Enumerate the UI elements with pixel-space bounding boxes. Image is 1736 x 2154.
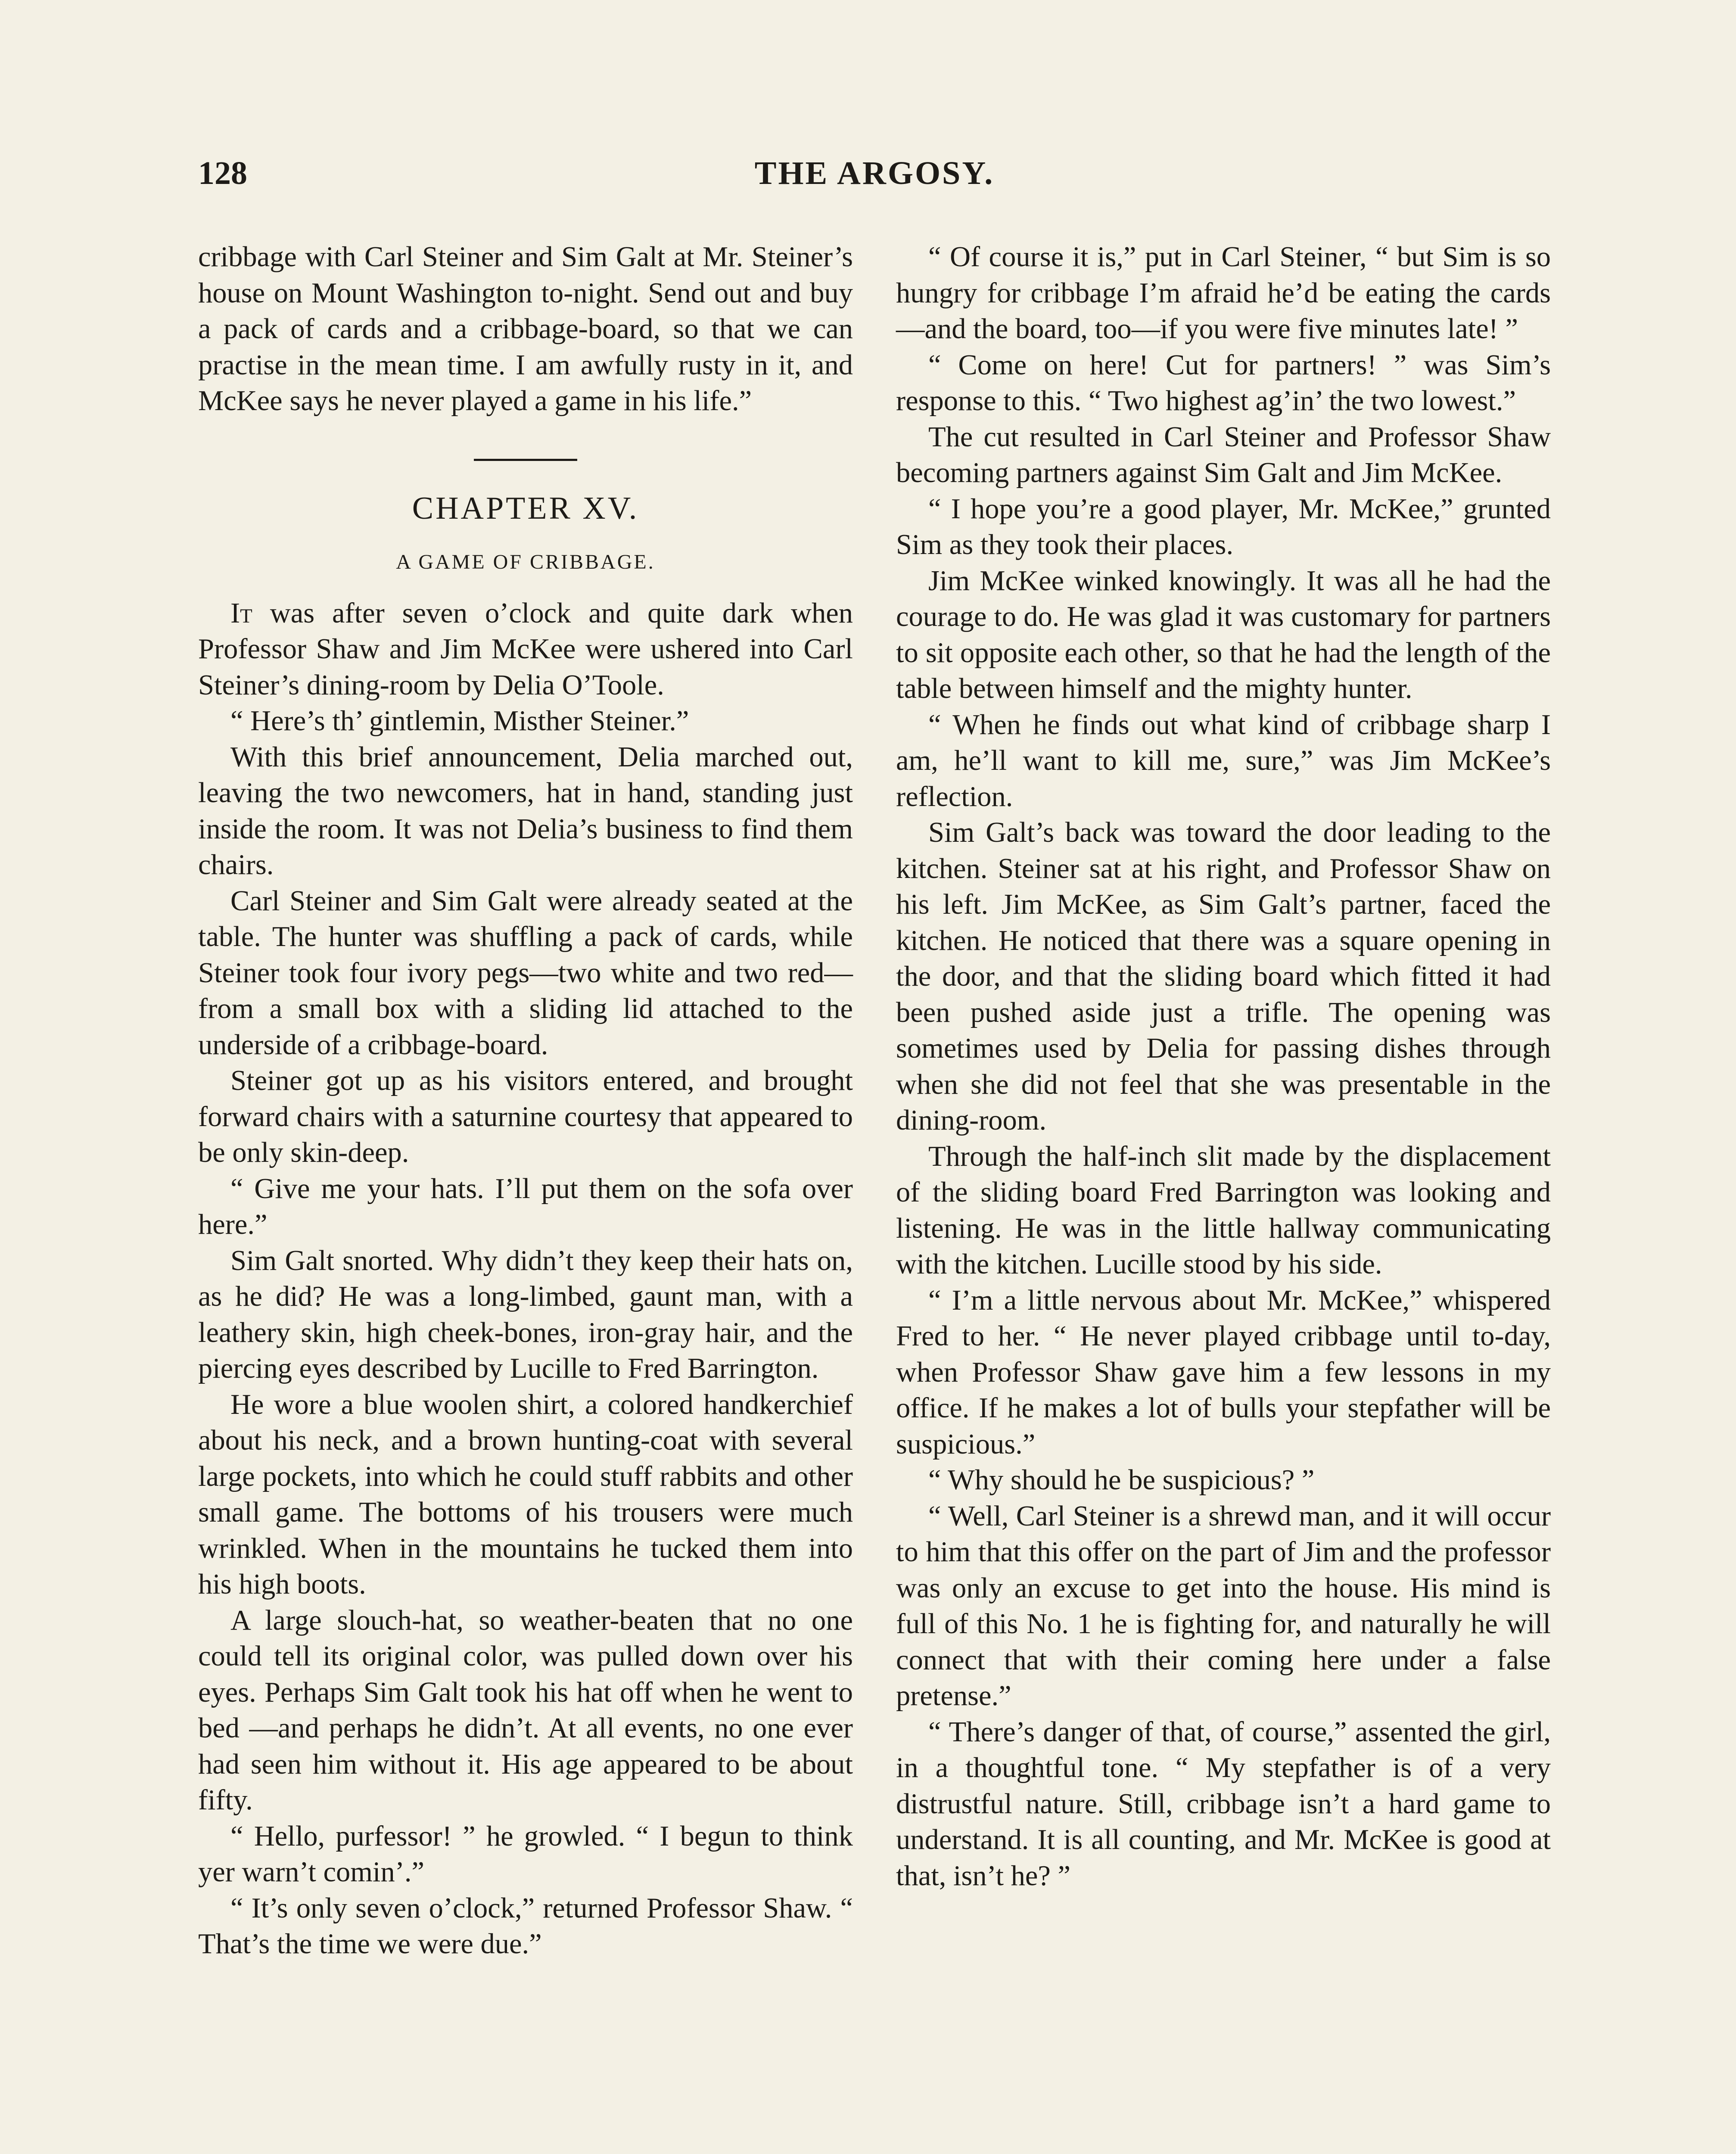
page-header: [198, 152, 1551, 199]
paragraph: “ Here’s th’ gintlemin, Misther Steiner.”: [230, 705, 689, 737]
paragraph: Carl Steiner and Sim Galt were already seated at the table. The hunter was shuffling a pack of cards, while Steiner took four ivory pegs—two white and two red—from a small box with a sliding lid attached to the underside of a cribbage-board.: [198, 885, 853, 1061]
paragraph: “ It’s only seven o’clock,” returned Professor Shaw. “ That’s the time we were due.”: [198, 1892, 853, 1960]
paragraph: “ Give me your hats. I’ll put them on the sofa over here.”: [198, 1173, 853, 1240]
paragraph: He wore a blue woolen shirt, a colored handkerchief about his neck, and a brown hunting-coat with several large pockets, into which he could stuff rabbits and other small game. The bottoms of his trousers were much wrinkled. When in the mountains he tucked them into his high boots.: [198, 1388, 853, 1600]
paragraph: “ Of course it is,” put in Carl Steiner, “ but Sim is so hungry for cribbage I’m afraid he’d be eating the cards—and the board, too—if you were five minutes late! ”: [896, 241, 1551, 345]
right-column: [896, 239, 1551, 1894]
page-number: 128: [198, 155, 247, 191]
paragraph: “ I’m a little nervous about Mr. McKee,” whispered Fred to her. “ He never played cribbage until to-day, when Professor Shaw gave him a few lessons in my office. If he makes a lot of bulls your stepfather will be suspicious.”: [896, 1284, 1551, 1460]
paragraph: A large slouch-hat, so weather-beaten that no one could tell its original color, was pulled down over his eyes. Perhaps Sim Galt took his hat off when he went to bed —and perhaps he didn’t. At all events, no one ever had seen him without it. His age appeared to be about fifty.: [198, 1604, 853, 1816]
paragraph: Steiner got up as his visitors entered, and brought forward chairs with a saturnine courtesy that appeared to be only skin-deep.: [198, 1065, 853, 1168]
left-column: [198, 239, 853, 1962]
paragraph: “ Well, Carl Steiner is a shrewd man, and it will occur to him that this offer on the part of Jim and the professor was only an excuse to get into the house. His mind is full of this No. 1 he is fighting for, and naturally he will connect that with their coming here under a false pretense.”: [896, 1500, 1551, 1712]
paragraph: “ Hello, purfessor! ” he growled. “ I begun to think yer warn’t comin’.”: [198, 1820, 853, 1888]
chapter-title: CHAPTER XV.: [412, 490, 639, 526]
chapter-divider: [474, 459, 577, 461]
paragraph: “ Why should he be suspicious? ”: [928, 1464, 1315, 1496]
paragraph: “ There’s danger of that, of course,” assented the girl, in a thoughtful tone. “ My stepfather is of a very distrustful nature. Still, cribbage isn’t a hard game to understand. It is all counting, and Mr. McKee is good at that, isn’t he? ”: [896, 1716, 1551, 1892]
paragraph: With this brief announcement, Delia marched out, leaving the two newcomers, hat in hand, standing just inside the room. It was not Delia’s business to find them chairs.: [198, 741, 853, 881]
chapter-subtitle: A GAME OF CRIBBAGE.: [396, 550, 655, 573]
continued-paragraph: cribbage with Carl Steiner and Sim Galt at Mr. Steiner’s house on Mount Washington to-night. Send out and buy a pack of cards and a cribbage-board, so that we can practise in the mean time. I am awfully rusty in it, and McKee says he never played a game in his life.”: [198, 241, 853, 417]
opening-word: It: [230, 597, 252, 629]
running-title: THE ARGOSY.: [754, 155, 995, 191]
paragraph: “ I hope you’re a good player, Mr. McKee,” grunted Sim as they took their places.: [896, 493, 1551, 560]
paragraph: The cut resulted in Carl Steiner and Professor Shaw becoming partners against Sim Galt and Jim McKee.: [896, 421, 1551, 489]
paragraph: Sim Galt’s back was toward the door leading to the kitchen. Steiner sat at his right, and Professor Shaw on his left. Jim McKee, as Sim Galt’s partner, faced the kitchen. He noticed that there was a square opening in the door, and that the sliding board which fitted it had been pushed aside just a trifle. The opening was sometimes used by Delia for passing dishes through when she did not feel that she was presentable in the dining-room.: [896, 817, 1551, 1136]
opening-text: was after seven o’clock and quite dark when Professor Shaw and Jim McKee were ushered into Carl Steiner’s dining-room by Delia O’Toole.: [198, 597, 853, 701]
paragraph: Sim Galt snorted. Why didn’t they keep their hats on, as he did? He was a long-limbed, gaunt man, with a leathery skin, high cheek-bones, iron-gray hair, and the piercing eyes described by Lucille to Fred Barrington.: [198, 1245, 853, 1384]
paragraph: Through the half-inch slit made by the displacement of the sliding board Fred Barrington was looking and listening. He was in the little hallway communicating with the kitchen. Lucille stood by his side.: [896, 1140, 1551, 1280]
paragraph: “ Come on here! Cut for partners! ” was Sim’s response to this. “ Two highest ag’in’ the two lowest.”: [896, 349, 1551, 417]
opening-paragraph: [198, 595, 853, 703]
paragraph: Jim McKee winked knowingly. It was all he had the courage to do. He was glad it was customary for partners to sit opposite each other, so that he had the length of the table between himself and the mighty hunter.: [896, 565, 1551, 704]
paragraph: “ When he finds out what kind of cribbage sharp I am, he’ll want to kill me, sure,” was Jim McKee’s reflection.: [896, 709, 1551, 812]
